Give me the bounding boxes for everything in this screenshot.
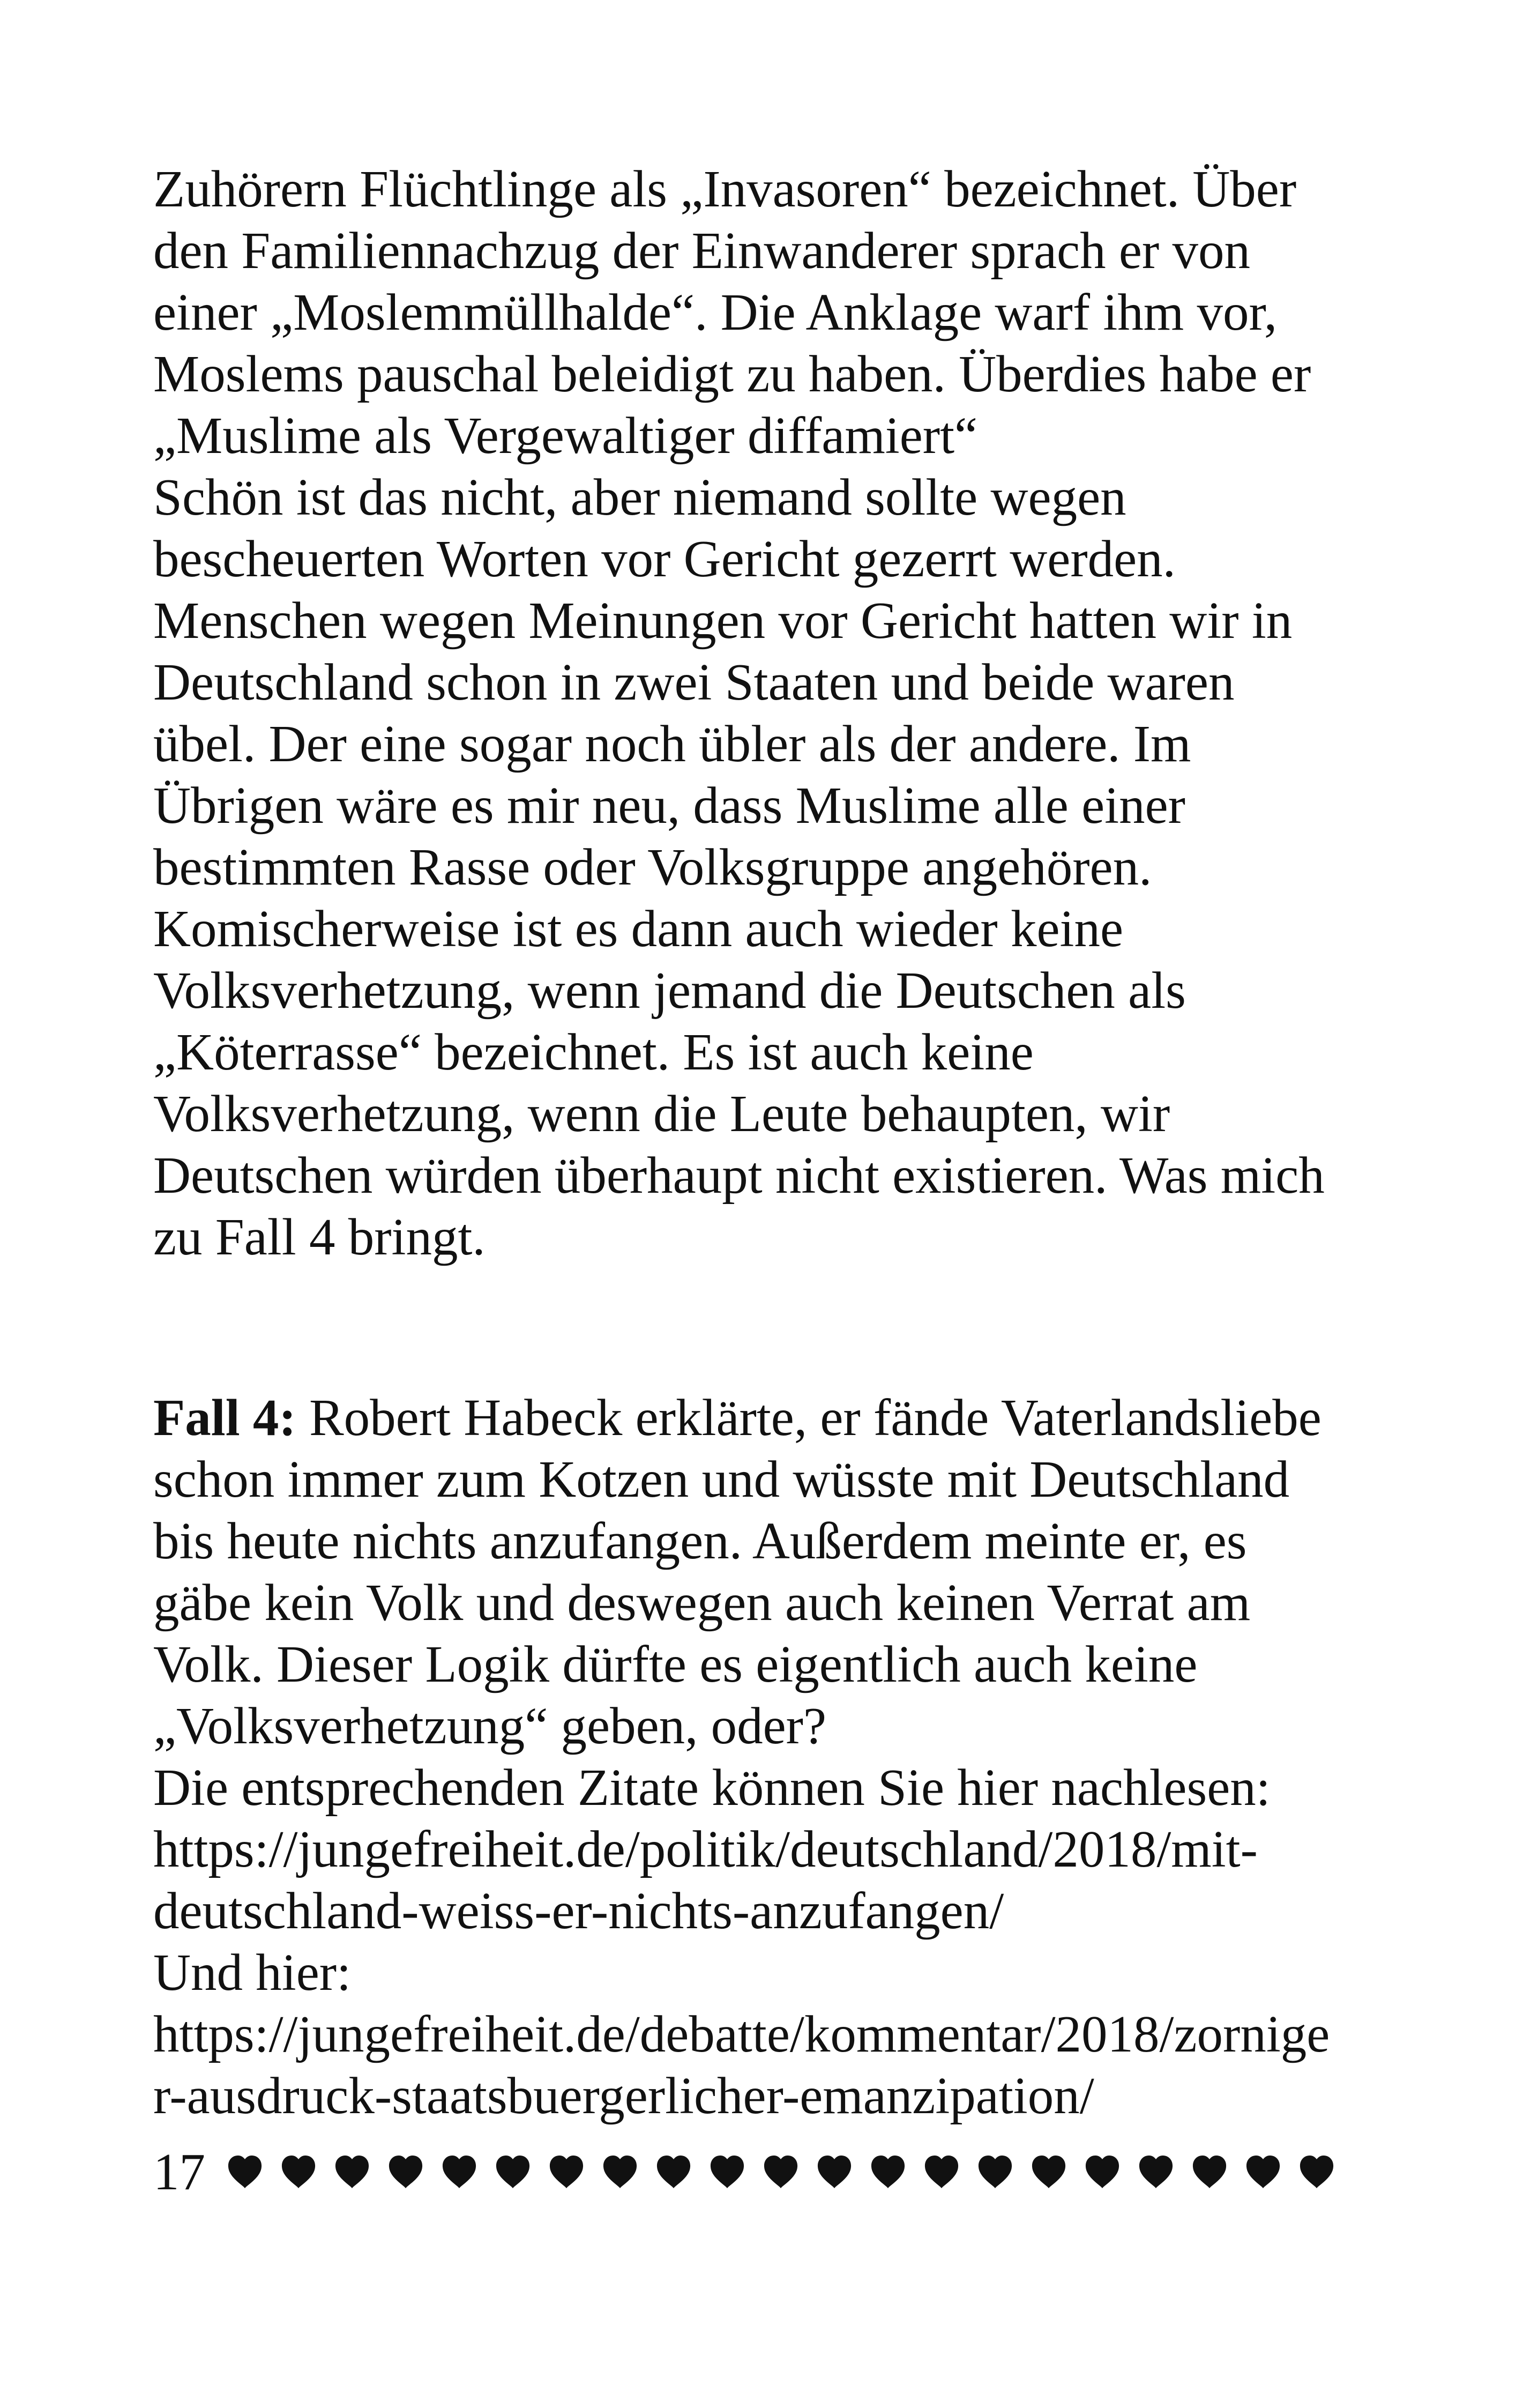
text-line: übel. Der eine sogar noch übler als der andere. Im bbox=[153, 715, 1191, 772]
text-line: „Köterrasse“ bezeichnet. Es ist auch keine bbox=[153, 1023, 1034, 1081]
heart-icon bbox=[387, 2154, 424, 2189]
case-heading: Fall 4: bbox=[153, 1389, 296, 1446]
text-line-rest: Robert Habeck erklärte, er fände Vaterlandsliebe bbox=[296, 1389, 1322, 1446]
heart-icon bbox=[816, 2154, 853, 2189]
heart-icon bbox=[495, 2154, 531, 2189]
heart-icon bbox=[602, 2154, 638, 2189]
text-line: zu Fall 4 bringt. bbox=[153, 1208, 486, 1266]
text-line: Deutschen würden überhaupt nicht existieren. Was mich bbox=[153, 1147, 1325, 1204]
heart-icon bbox=[923, 2154, 960, 2189]
heart-icon bbox=[655, 2154, 692, 2189]
text-line: bescheuerten Worten vor Gericht gezerrt werden. bbox=[153, 530, 1176, 588]
text-line: Komischerweise ist es dann auch wieder keine bbox=[153, 900, 1124, 957]
heart-icon bbox=[334, 2154, 370, 2189]
text-line: Volksverhetzung, wenn jemand die Deutschen als bbox=[153, 962, 1186, 1019]
text-line: Menschen wegen Meinungen vor Gericht hatten wir in bbox=[153, 592, 1293, 649]
heart-icon bbox=[977, 2154, 1013, 2189]
url-line: deutschland-weiss-er-nichts-anzufangen/ bbox=[153, 1882, 1004, 1939]
text-line: bestimmten Rasse oder Volksgruppe angehören. bbox=[153, 838, 1152, 896]
paragraph-1 bbox=[153, 158, 1386, 1268]
heart-icon bbox=[709, 2154, 745, 2189]
heart-icon bbox=[548, 2154, 585, 2189]
text-line: bis heute nichts anzufangen. Außerdem meinte er, es bbox=[153, 1512, 1247, 1570]
text-line: Volksverhetzung, wenn die Leute behaupten, wir bbox=[153, 1085, 1170, 1142]
text-line: gäbe kein Volk und deswegen auch keinen Verrat am bbox=[153, 1574, 1251, 1631]
paragraph-2 bbox=[153, 1387, 1386, 2127]
text-line: einer „Moslemmüllhalde“. Die Anklage warf ihm vor, bbox=[153, 284, 1278, 341]
url-line: r-ausdruck-staatsbuergerlicher-emanzipation/ bbox=[153, 2067, 1094, 2124]
text-line: Volk. Dieser Logik dürfte es eigentlich auch keine bbox=[153, 1636, 1198, 1693]
heart-icon bbox=[763, 2154, 799, 2189]
text-line: Schön ist das nicht, aber niemand sollte wegen bbox=[153, 469, 1126, 526]
heart-icon bbox=[1031, 2154, 1067, 2189]
text-line: Deutschland schon in zwei Staaten und beide waren bbox=[153, 653, 1235, 711]
heart-icon bbox=[280, 2154, 317, 2189]
text-line: Moslems pauschal beleidigt zu haben. Überdies habe er bbox=[153, 345, 1311, 403]
heart-icon bbox=[1245, 2154, 1281, 2189]
text-line: Zuhörern Flüchtlinge als „Invasoren“ bezeichnet. Über bbox=[153, 160, 1297, 218]
heart-icon bbox=[870, 2154, 906, 2189]
heart-icon bbox=[1084, 2154, 1121, 2189]
heart-icon bbox=[441, 2154, 477, 2189]
heart-ornament-row bbox=[227, 2154, 1335, 2189]
text-line: Übrigen wäre es mir neu, dass Muslime alle einer bbox=[153, 777, 1185, 834]
heart-icon bbox=[227, 2154, 263, 2189]
text-line: schon immer zum Kotzen und wüsste mit Deutschland bbox=[153, 1451, 1290, 1508]
text-line: „Muslime als Vergewaltiger diffamiert“ bbox=[153, 407, 978, 464]
heart-icon bbox=[1191, 2154, 1228, 2189]
url-line: https://jungefreiheit.de/politik/deutschland/2018/mit- bbox=[153, 1820, 1258, 1878]
page-footer bbox=[153, 2137, 1335, 2206]
heart-icon bbox=[1298, 2154, 1335, 2189]
heart-icon bbox=[1138, 2154, 1174, 2189]
text-line bbox=[153, 1387, 1386, 1448]
text-line: Die entsprechenden Zitate können Sie hier nachlesen: bbox=[153, 1759, 1271, 1816]
text-line: den Familiennachzug der Einwanderer sprach er von bbox=[153, 222, 1250, 279]
page-number: 17 bbox=[153, 2143, 205, 2201]
text-line: Und hier: bbox=[153, 1944, 352, 2001]
text-line: „Volksverhetzung“ geben, oder? bbox=[153, 1697, 827, 1755]
url-line: https://jungefreiheit.de/debatte/kommentar/2018/zornige bbox=[153, 2005, 1330, 2063]
